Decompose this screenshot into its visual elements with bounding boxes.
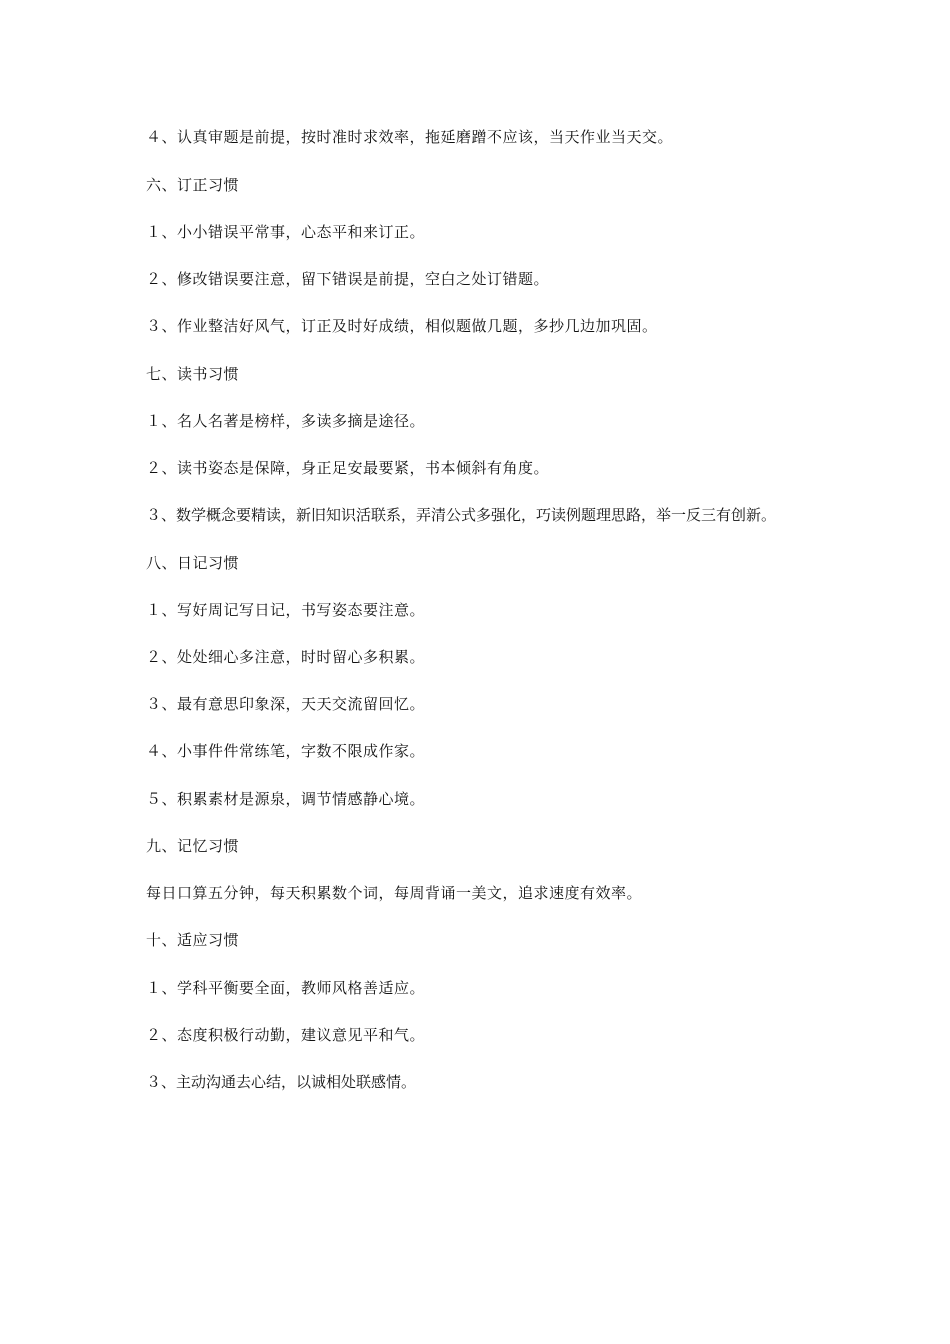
- section-heading-reading: 七、读书习惯: [146, 365, 240, 383]
- habit-item-diary-5: ５、积累素材是源泉，调节情感静心境。: [146, 790, 426, 808]
- habit-item-diary-4: ４、小事件件常练笔，字数不限成作家。: [146, 742, 426, 760]
- section-heading-diary: 八、日记习惯: [146, 554, 240, 572]
- habit-item-adaptation-2: ２、态度积极行动勤，建议意见平和气。: [146, 1026, 426, 1044]
- section-heading-memory: 九、记忆习惯: [146, 837, 240, 855]
- habit-item-correction-2: ２、修改错误要注意，留下错误是前提，空白之处订错题。: [146, 270, 550, 288]
- habit-item-homework-4: ４、认真审题是前提，按时准时求效率，拖延磨蹭不应该，当天作业当天交。: [146, 128, 674, 146]
- habit-item-adaptation-3: ３、主动沟通去心结，以诚相处联感情。: [146, 1073, 417, 1091]
- habit-item-diary-1: １、写好周记写日记，书写姿态要注意。: [146, 601, 426, 619]
- habit-item-correction-1: １、小小错误平常事，心态平和来订正。: [146, 223, 426, 241]
- section-heading-correction: 六、订正习惯: [146, 176, 240, 194]
- habit-item-adaptation-1: １、学科平衡要全面，教师风格善适应。: [146, 979, 426, 997]
- habit-item-reading-1: １、名人名著是榜样，多读多摘是途径。: [146, 412, 426, 430]
- habit-item-reading-2: ２、读书姿态是保障，身正足安最要紧，书本倾斜有角度。: [146, 459, 550, 477]
- habit-item-reading-3: ３、数学概念要精读，新旧知识活联系，弄清公式多强化，巧读例题理思路，举一反三有创新。: [146, 506, 777, 524]
- habit-item-correction-3: ３、作业整洁好风气，订正及时好成绩，相似题做几题，多抄几边加巩固。: [146, 317, 658, 335]
- section-heading-adaptation: 十、适应习惯: [146, 931, 240, 949]
- habit-item-diary-3: ３、最有意思印象深，天天交流留回忆。: [146, 695, 426, 713]
- habit-item-memory: 每日口算五分钟，每天积累数个词，每周背诵一美文，追求速度有效率。: [146, 884, 643, 902]
- habit-item-diary-2: ２、处处细心多注意，时时留心多积累。: [146, 648, 426, 666]
